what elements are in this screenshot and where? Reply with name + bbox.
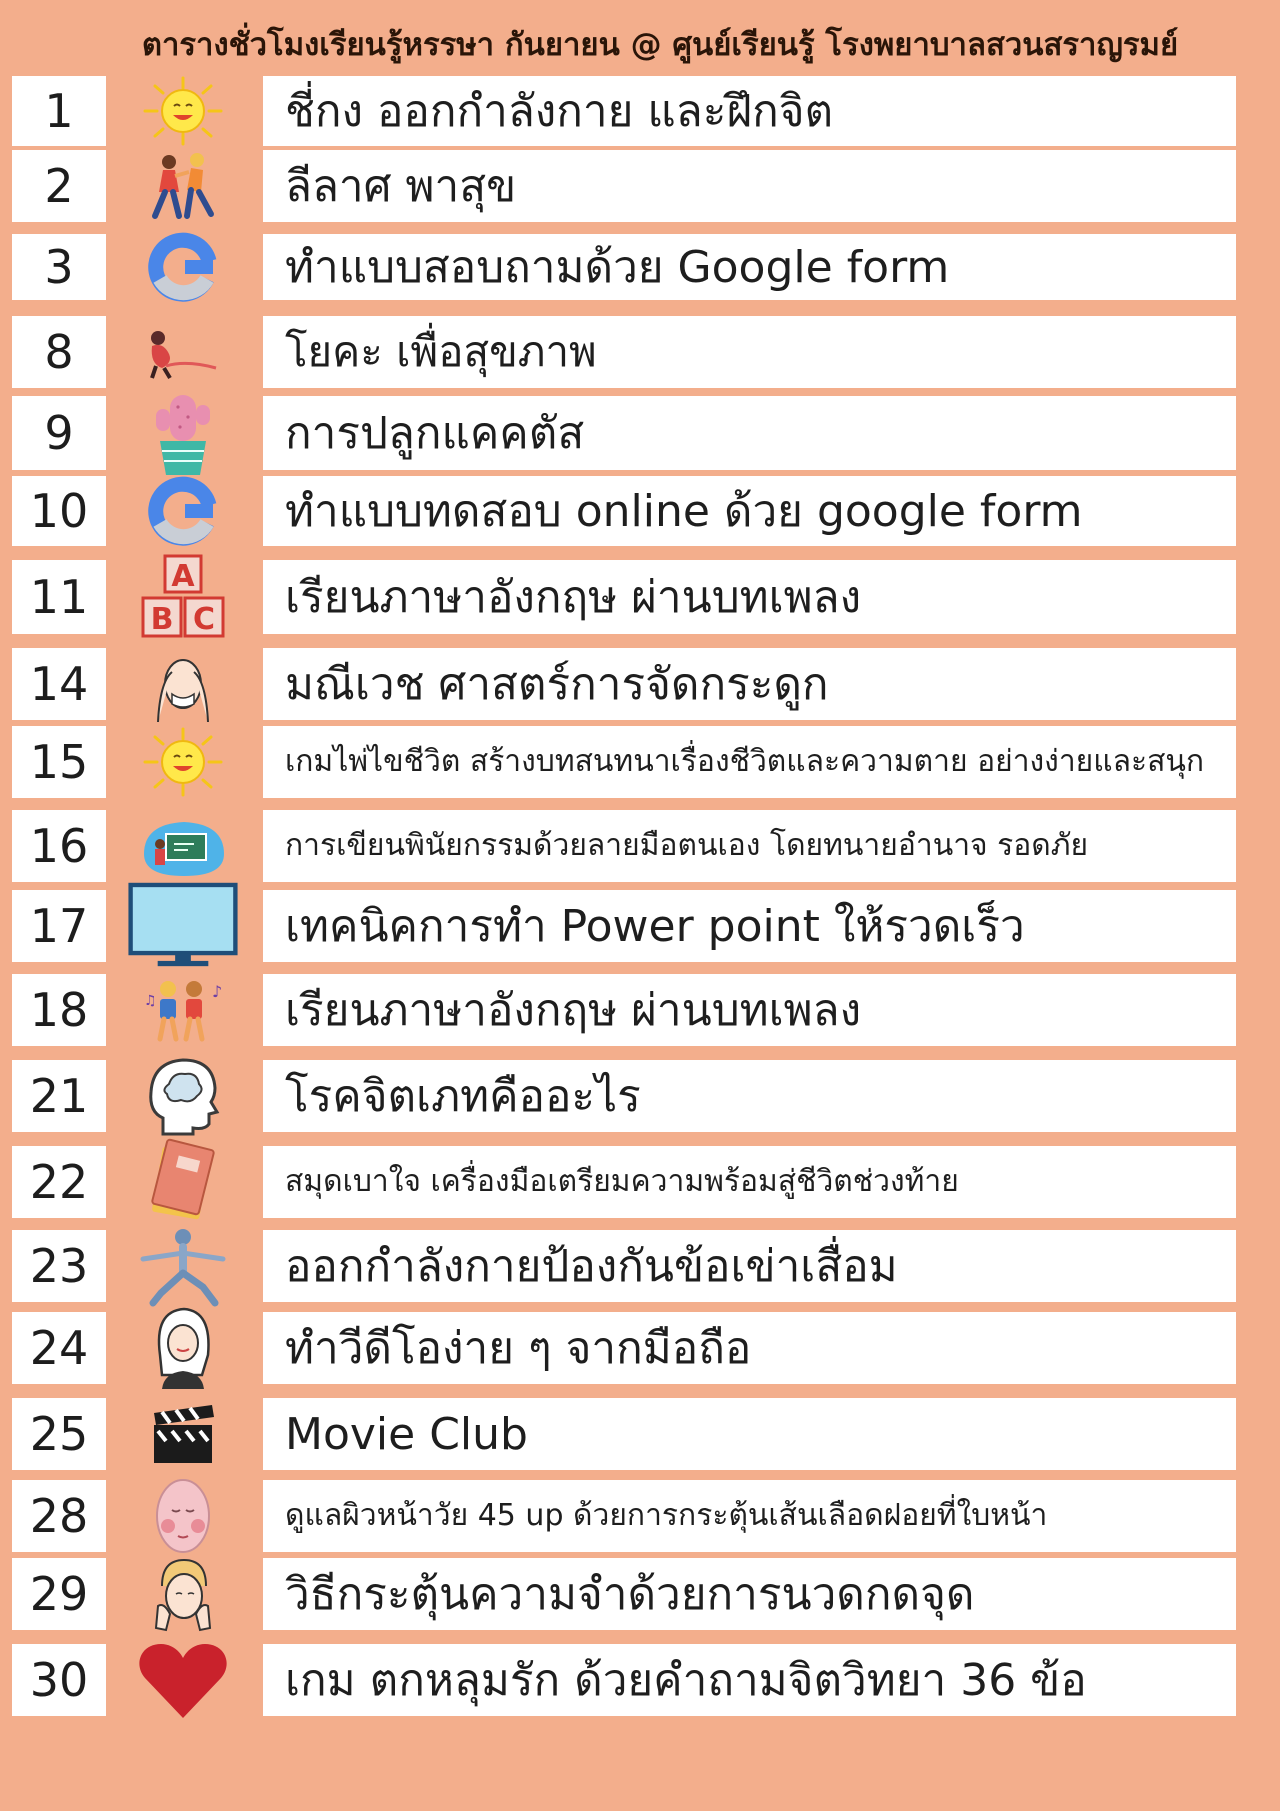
activity-title: โรคจิตเภทคืออะไร — [263, 1060, 1236, 1132]
schedule-row — [0, 810, 1280, 882]
day-number: 8 — [12, 316, 106, 388]
day-number: 23 — [12, 1230, 106, 1302]
day-number: 30 — [12, 1644, 106, 1716]
day-number: 10 — [12, 476, 106, 546]
activity-title: การปลูกแคคตัส — [263, 396, 1236, 470]
google-icon — [128, 234, 238, 300]
schedule-row — [0, 476, 1280, 546]
activity-title: ลีลาศ พาสุข — [263, 150, 1236, 222]
classroom-icon — [128, 810, 238, 882]
schedule-row — [0, 396, 1280, 470]
face-massage-icon — [128, 1558, 238, 1630]
schedule-row — [0, 1060, 1280, 1132]
dancers-icon — [128, 150, 238, 222]
activity-title: ดูแลผิวหน้าวัย 45 up ด้วยการกระตุ้นเส้นเลือดฝอยที่ใบหน้า — [263, 1480, 1236, 1552]
schedule-row — [0, 150, 1280, 222]
schedule-row — [0, 726, 1280, 798]
woman-icon — [128, 1312, 238, 1384]
day-number: 9 — [12, 396, 106, 470]
svg-text:♫: ♫ — [144, 993, 157, 1009]
schedule-row — [0, 1558, 1280, 1630]
schedule-row — [0, 1230, 1280, 1302]
svg-text:B: B — [150, 602, 174, 637]
google-icon — [128, 476, 238, 546]
activity-title: ทำแบบสอบถามด้วย Google form — [263, 234, 1236, 300]
activity-title: เทคนิคการทำ Power point ให้รวดเร็ว — [263, 890, 1236, 962]
day-number: 28 — [12, 1480, 106, 1552]
abc-blocks-icon — [128, 559, 238, 637]
activity-title: เกมไพ่ไขชีวิต สร้างบทสนทนาเรื่องชีวิตและความตาย อย่างง่ายและสนุก — [263, 726, 1236, 798]
pink-face-icon — [128, 1480, 238, 1552]
day-number: 25 — [12, 1398, 106, 1470]
day-number: 18 — [12, 974, 106, 1046]
day-number: 15 — [12, 726, 106, 798]
activity-title: ทำวีดีโอง่าย ๆ จากมือถือ — [263, 1312, 1236, 1384]
activity-title: สมุดเบาใจ เครื่องมือเตรียมความพร้อมสู่ชีวิตช่วงท้าย — [263, 1146, 1236, 1218]
day-number: 11 — [12, 560, 106, 634]
activity-title: ออกกำลังกายป้องกันข้อเข่าเสื่อม — [263, 1230, 1236, 1302]
schedule-row — [0, 559, 1280, 637]
schedule-row — [0, 316, 1280, 388]
day-number: 24 — [12, 1312, 106, 1384]
activity-title: โยคะ เพื่อสุขภาพ — [263, 316, 1236, 388]
schedule-row — [0, 76, 1280, 146]
activity-title: การเขียนพินัยกรรมด้วยลายมือตนเอง โดยทนายอำนาจ รอดภัย — [263, 810, 1236, 882]
schedule-row — [0, 648, 1280, 720]
day-number: 14 — [12, 648, 106, 720]
sun-icon — [128, 76, 238, 146]
schedule-row — [0, 1312, 1280, 1384]
schedule-row — [0, 890, 1280, 962]
yoga-icon — [128, 316, 238, 388]
page-title: ตารางชั่วโมงเรียนรู้หรรษา กันยายน @ ศูนย์เรียนรู้ โรงพยาบาลสวนสราญรมย์ — [141, 27, 1179, 63]
activity-title: มณีเวช ศาสตร์การจัดกระดูก — [263, 648, 1236, 720]
schedule-row — [0, 1644, 1280, 1716]
activity-title: Movie Club — [263, 1398, 1236, 1470]
day-number: 16 — [12, 810, 106, 882]
kids-music-icon — [128, 974, 238, 1046]
activity-title: เรียนภาษาอังกฤษ ผ่านบทเพลง — [263, 974, 1236, 1046]
day-number: 21 — [12, 1060, 106, 1132]
svg-text:C: C — [192, 602, 216, 637]
clapperboard-icon — [128, 1398, 238, 1470]
brain-head-icon — [128, 1060, 238, 1132]
schedule-row — [0, 1146, 1280, 1218]
schedule-row — [0, 234, 1280, 300]
activity-title: ชี่กง ออกกำลังกาย และฝึกจิต — [263, 76, 1236, 146]
activity-title: ทำแบบทดสอบ online ด้วย google form — [263, 476, 1236, 546]
activity-title: วิธีกระตุ้นความจำด้วยการนวดกดจุด — [263, 1558, 1236, 1630]
activity-title: เรียนภาษาอังกฤษ ผ่านบทเพลง — [263, 560, 1236, 634]
sun-icon — [128, 726, 238, 798]
day-number: 3 — [12, 234, 106, 300]
face-hands-icon — [128, 648, 238, 720]
activity-title: เกม ตกหลุมรัก ด้วยคำถามจิตวิทยา 36 ข้อ — [263, 1644, 1236, 1716]
schedule-row — [0, 974, 1280, 1046]
schedule-row — [0, 1480, 1280, 1552]
day-number: 2 — [12, 150, 106, 222]
day-number: 17 — [12, 890, 106, 962]
notebook-icon — [128, 1146, 238, 1218]
day-number: 1 — [12, 76, 106, 146]
day-number: 22 — [12, 1146, 106, 1218]
schedule-row — [0, 1398, 1280, 1470]
monitor-icon — [128, 890, 238, 962]
svg-text:A: A — [171, 559, 195, 594]
day-number: 29 — [12, 1558, 106, 1630]
cactus-icon — [128, 396, 238, 470]
exercise-icon — [128, 1230, 238, 1302]
svg-text:♪: ♪ — [212, 982, 223, 1001]
heart-icon — [128, 1644, 238, 1716]
